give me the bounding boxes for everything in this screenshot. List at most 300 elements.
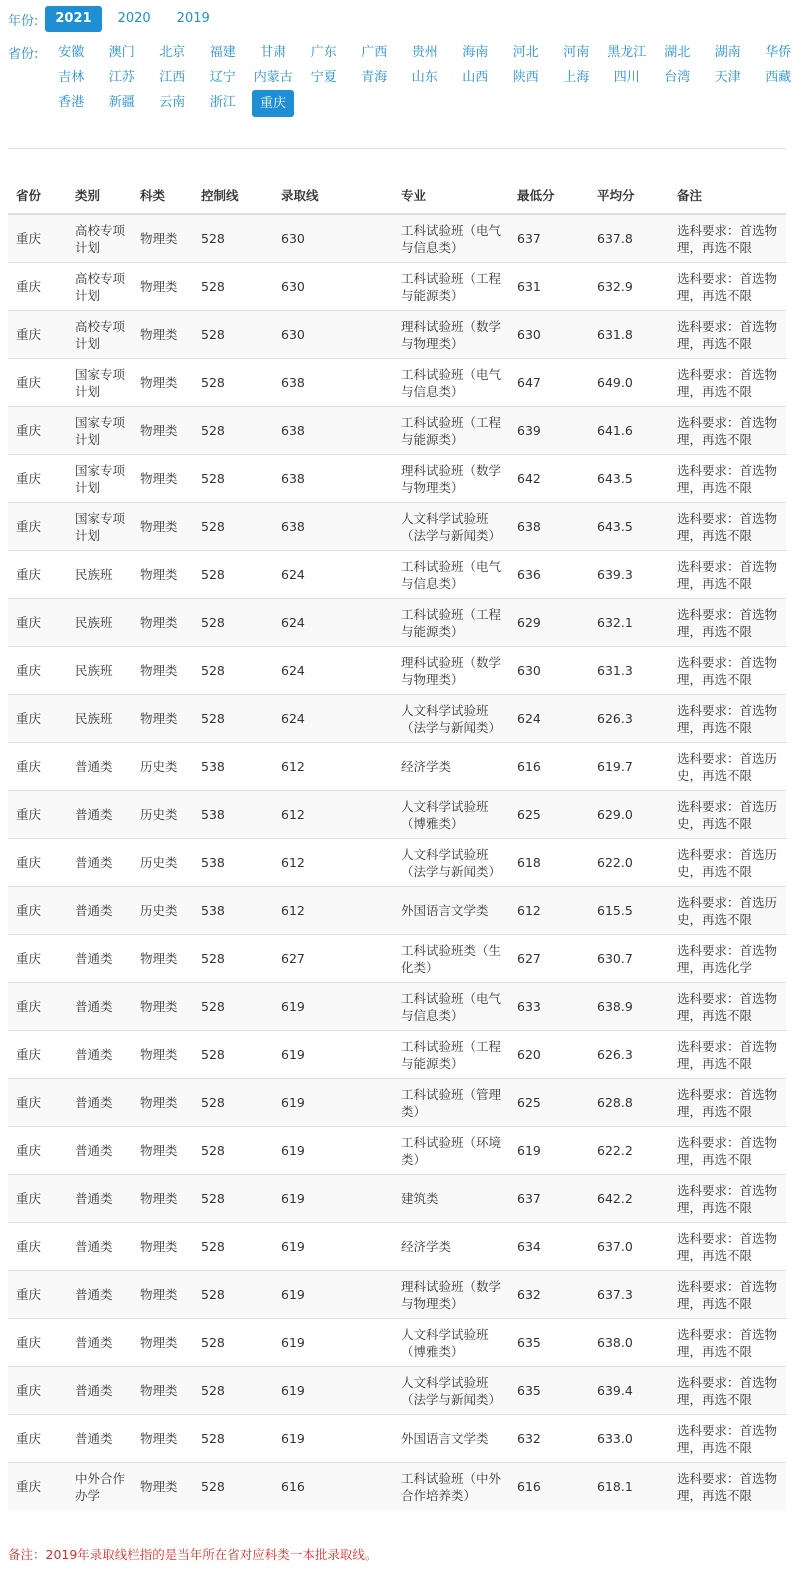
table-cell: 622.2 <box>589 1127 669 1175</box>
table-cell: 物理类 <box>132 359 193 407</box>
table-row <box>8 983 786 1031</box>
table-cell: 重庆 <box>8 1127 67 1175</box>
table-cell: 612 <box>273 743 393 791</box>
table-cell: 629 <box>509 599 589 647</box>
table-cell: 628.8 <box>589 1079 669 1127</box>
table-cell: 选科要求：首选历史，再选不限 <box>669 839 786 887</box>
table-cell: 528 <box>193 983 273 1031</box>
column-header: 最低分 <box>509 176 589 214</box>
table-cell: 630.7 <box>589 935 669 983</box>
table-cell: 人文科学试验班（法学与新闻类） <box>393 695 509 743</box>
table-cell: 普通类 <box>67 1271 132 1319</box>
province-option[interactable]: 北京 <box>159 45 186 60</box>
column-header: 平均分 <box>589 176 669 214</box>
table-cell: 627 <box>509 935 589 983</box>
table-cell: 重庆 <box>8 214 67 263</box>
table-cell: 选科要求：首选物理，再选不限 <box>669 214 786 263</box>
table-cell: 工科试验班（电气与信息类） <box>393 359 509 407</box>
table-cell: 高校专项计划 <box>67 263 132 311</box>
table-cell: 619 <box>273 1415 393 1463</box>
table-cell: 选科要求：首选物理，再选不限 <box>669 1319 786 1367</box>
table-cell: 工科试验班（管理类） <box>393 1079 509 1127</box>
table-cell: 重庆 <box>8 647 67 695</box>
table-cell: 普通类 <box>67 1079 132 1127</box>
table-cell: 选科要求：首选物理，再选不限 <box>669 407 786 455</box>
table-cell: 普通类 <box>67 1223 132 1271</box>
table-cell: 528 <box>193 1319 273 1367</box>
table-cell: 612 <box>273 887 393 935</box>
table-cell: 624 <box>273 551 393 599</box>
table-cell: 工科试验班（电气与信息类） <box>393 983 509 1031</box>
table-cell: 工科试验班（工程与能源类） <box>393 599 509 647</box>
table-row <box>8 1079 786 1127</box>
table-cell: 重庆 <box>8 1031 67 1079</box>
table-cell: 615.5 <box>589 887 669 935</box>
province-option[interactable]: 新疆 <box>108 95 135 110</box>
column-header: 科类 <box>132 176 193 214</box>
table-cell: 重庆 <box>8 1175 67 1223</box>
table-cell: 国家专项计划 <box>67 407 132 455</box>
table-cell: 普通类 <box>67 1127 132 1175</box>
table-cell: 普通类 <box>67 791 132 839</box>
table-cell: 528 <box>193 503 273 551</box>
table-cell: 642 <box>509 455 589 503</box>
table-cell: 民族班 <box>67 695 132 743</box>
table-cell: 647 <box>509 359 589 407</box>
province-option[interactable]: 黑龙江 <box>607 45 647 60</box>
table-cell: 选科要求：首选物理，再选不限 <box>669 1127 786 1175</box>
table-cell: 616 <box>509 1463 589 1511</box>
table-cell: 选科要求：首选物理，再选不限 <box>669 263 786 311</box>
table-cell: 工科试验班（电气与信息类） <box>393 214 509 263</box>
table-row <box>8 1319 786 1367</box>
province-option[interactable]: 甘肃 <box>260 45 287 60</box>
table-cell: 物理类 <box>132 695 193 743</box>
table-cell: 工科试验班（电气与信息类） <box>393 551 509 599</box>
table-cell: 528 <box>193 1175 273 1223</box>
table-cell: 619 <box>273 1175 393 1223</box>
table-cell: 物理类 <box>132 407 193 455</box>
table-cell: 528 <box>193 359 273 407</box>
table-row <box>8 1127 786 1175</box>
table-cell: 528 <box>193 647 273 695</box>
table-row <box>8 455 786 503</box>
table-cell: 国家专项计划 <box>67 359 132 407</box>
table-row <box>8 1175 786 1223</box>
table-cell: 选科要求：首选物理，再选不限 <box>669 1223 786 1271</box>
province-option[interactable]: 重庆 <box>252 90 294 117</box>
table-cell: 工科试验班（工程与能源类） <box>393 407 509 455</box>
table-cell: 重庆 <box>8 263 67 311</box>
table-cell: 工科试验班（工程与能源类） <box>393 263 509 311</box>
table-cell: 选科要求：首选物理，再选不限 <box>669 455 786 503</box>
table-cell: 工科试验班（环境类） <box>393 1127 509 1175</box>
table-row <box>8 263 786 311</box>
table-cell: 经济学类 <box>393 743 509 791</box>
table-cell: 528 <box>193 551 273 599</box>
table-cell: 616 <box>509 743 589 791</box>
table-cell: 633 <box>509 983 589 1031</box>
table-row <box>8 599 786 647</box>
table-cell: 历史类 <box>132 743 193 791</box>
table-cell: 重庆 <box>8 1319 67 1367</box>
table-cell: 人文科学试验班（法学与新闻类） <box>393 839 509 887</box>
province-option[interactable]: 青海 <box>361 70 388 85</box>
year-filter-label: 年份: <box>8 13 39 29</box>
province-option[interactable]: 内蒙古 <box>253 70 293 85</box>
table-cell: 选科要求：首选物理，再选不限 <box>669 1079 786 1127</box>
province-option[interactable]: 广东 <box>310 45 337 60</box>
table-cell: 612 <box>509 887 589 935</box>
table-cell: 649.0 <box>589 359 669 407</box>
province-option[interactable]: 贵州 <box>411 45 438 60</box>
year-filter <box>8 6 226 32</box>
table-cell: 632.9 <box>589 263 669 311</box>
table-cell: 中外合作办学 <box>67 1463 132 1511</box>
table-cell: 物理类 <box>132 455 193 503</box>
table-cell: 624 <box>273 599 393 647</box>
table-cell: 国家专项计划 <box>67 503 132 551</box>
province-option[interactable]: 海南 <box>462 45 489 60</box>
table-cell: 538 <box>193 887 273 935</box>
table-row <box>8 503 786 551</box>
table-cell: 物理类 <box>132 1271 193 1319</box>
table-cell: 物理类 <box>132 263 193 311</box>
table-cell: 632.1 <box>589 599 669 647</box>
table-cell: 物理类 <box>132 214 193 263</box>
table-cell: 619 <box>273 1127 393 1175</box>
table-cell: 528 <box>193 1031 273 1079</box>
table-cell: 622.0 <box>589 839 669 887</box>
table-cell: 528 <box>193 455 273 503</box>
table-cell: 630 <box>273 263 393 311</box>
table-cell: 选科要求：首选物理，再选不限 <box>669 1367 786 1415</box>
province-option[interactable]: 宁夏 <box>310 70 337 85</box>
table-cell: 619 <box>273 1223 393 1271</box>
table-cell: 624 <box>509 695 589 743</box>
table-cell: 选科要求：首选物理，再选不限 <box>669 1175 786 1223</box>
table-cell: 636 <box>509 551 589 599</box>
table-cell: 616 <box>273 1463 393 1511</box>
table-cell: 626.3 <box>589 695 669 743</box>
table-cell: 618.1 <box>589 1463 669 1511</box>
table-cell: 选科要求：首选物理，再选不限 <box>669 1463 786 1511</box>
table-cell: 637 <box>509 214 589 263</box>
table-row <box>8 359 786 407</box>
column-header: 专业 <box>393 176 509 214</box>
table-cell: 630 <box>509 647 589 695</box>
province-option[interactable]: 河北 <box>512 45 539 60</box>
province-option[interactable]: 江西 <box>159 70 186 85</box>
table-cell: 历史类 <box>132 791 193 839</box>
table-cell: 物理类 <box>132 1175 193 1223</box>
table-cell: 538 <box>193 839 273 887</box>
table-cell: 624 <box>273 695 393 743</box>
province-filter <box>46 40 806 117</box>
table-row <box>8 311 786 359</box>
table-cell: 经济学类 <box>393 1223 509 1271</box>
province-option[interactable]: 天津 <box>714 70 741 85</box>
table-cell: 民族班 <box>67 551 132 599</box>
table-cell: 637.0 <box>589 1223 669 1271</box>
table-cell: 普通类 <box>67 1175 132 1223</box>
table-cell: 选科要求：首选物理，再选不限 <box>669 1031 786 1079</box>
table-row <box>8 407 786 455</box>
table-cell: 选科要求：首选物理，再选不限 <box>669 695 786 743</box>
table-cell: 选科要求：首选物理，再选不限 <box>669 311 786 359</box>
table-cell: 普通类 <box>67 983 132 1031</box>
table-cell: 普通类 <box>67 1415 132 1463</box>
province-option[interactable]: 四川 <box>613 70 640 85</box>
table-row <box>8 839 786 887</box>
table-cell: 619 <box>273 1367 393 1415</box>
table-row <box>8 887 786 935</box>
table-row <box>8 551 786 599</box>
table-row <box>8 935 786 983</box>
table-cell: 重庆 <box>8 359 67 407</box>
table-cell: 重庆 <box>8 1223 67 1271</box>
table-cell: 重庆 <box>8 407 67 455</box>
table-cell: 工科试验班（工程与能源类） <box>393 1031 509 1079</box>
table-cell: 629.0 <box>589 791 669 839</box>
table-cell: 637 <box>509 1175 589 1223</box>
table-cell: 641.6 <box>589 407 669 455</box>
table-cell: 638 <box>273 407 393 455</box>
table-cell: 普通类 <box>67 839 132 887</box>
table-cell: 外国语言文学类 <box>393 1415 509 1463</box>
table-cell: 物理类 <box>132 1223 193 1271</box>
table-cell: 选科要求：首选物理，再选不限 <box>669 599 786 647</box>
table-cell: 高校专项计划 <box>67 214 132 263</box>
table-cell: 627 <box>273 935 393 983</box>
province-option[interactable]: 浙江 <box>209 95 236 110</box>
table-row <box>8 214 786 263</box>
table-cell: 历史类 <box>132 887 193 935</box>
table-cell: 重庆 <box>8 1367 67 1415</box>
table-cell: 重庆 <box>8 455 67 503</box>
table-cell: 528 <box>193 1271 273 1319</box>
province-option[interactable]: 云南 <box>159 95 186 110</box>
table-cell: 人文科学试验班（博雅类） <box>393 791 509 839</box>
table-cell: 人文科学试验班（法学与新闻类） <box>393 503 509 551</box>
table-cell: 643.5 <box>589 455 669 503</box>
table-cell: 重庆 <box>8 503 67 551</box>
table-cell: 普通类 <box>67 935 132 983</box>
table-row <box>8 1367 786 1415</box>
table-cell: 638 <box>509 503 589 551</box>
table-cell: 物理类 <box>132 983 193 1031</box>
province-option[interactable]: 西藏 <box>765 70 792 85</box>
table-cell: 选科要求：首选物理，再选不限 <box>669 983 786 1031</box>
year-option-2019[interactable]: 2019 <box>176 11 210 26</box>
table-cell: 选科要求：首选物理，再选不限 <box>669 1271 786 1319</box>
table-cell: 普通类 <box>67 1367 132 1415</box>
table-cell: 人文科学试验班（博雅类） <box>393 1319 509 1367</box>
table-cell: 638 <box>273 455 393 503</box>
table-cell: 620 <box>509 1031 589 1079</box>
table-cell: 643.5 <box>589 503 669 551</box>
table-cell: 重庆 <box>8 695 67 743</box>
table-cell: 理科试验班（数学与物理类） <box>393 1271 509 1319</box>
province-option[interactable]: 湖北 <box>664 45 691 60</box>
table-cell: 637.3 <box>589 1271 669 1319</box>
table-cell: 528 <box>193 1079 273 1127</box>
table-cell: 普通类 <box>67 1319 132 1367</box>
table-cell: 物理类 <box>132 1319 193 1367</box>
province-option[interactable]: 澳门 <box>108 45 135 60</box>
table-cell: 528 <box>193 935 273 983</box>
table-body <box>8 214 786 1510</box>
province-option[interactable]: 河南 <box>563 45 590 60</box>
province-option[interactable]: 广西 <box>361 45 388 60</box>
table-cell: 物理类 <box>132 1415 193 1463</box>
table-cell: 638 <box>273 359 393 407</box>
table-cell: 631.3 <box>589 647 669 695</box>
table-cell: 民族班 <box>67 647 132 695</box>
table-cell: 625 <box>509 791 589 839</box>
year-option-2020[interactable]: 2020 <box>117 11 151 26</box>
table-cell: 635 <box>509 1319 589 1367</box>
province-option[interactable]: 江苏 <box>108 70 135 85</box>
table-cell: 重庆 <box>8 839 67 887</box>
table-cell: 物理类 <box>132 551 193 599</box>
table-cell: 632 <box>509 1415 589 1463</box>
table-row <box>8 791 786 839</box>
province-option[interactable]: 山西 <box>462 70 489 85</box>
table-cell: 选科要求：首选物理，再选不限 <box>669 503 786 551</box>
province-filter-label: 省份: <box>8 47 39 62</box>
column-header: 备注 <box>669 176 786 214</box>
table-cell: 528 <box>193 599 273 647</box>
province-option[interactable]: 安徽 <box>58 45 85 60</box>
table-cell: 理科试验班（数学与物理类） <box>393 311 509 359</box>
table-cell: 工科试验班类（生化类） <box>393 935 509 983</box>
province-option[interactable]: 福建 <box>209 45 236 60</box>
table-cell: 637.8 <box>589 214 669 263</box>
table-cell: 619 <box>273 1079 393 1127</box>
table-cell: 625 <box>509 1079 589 1127</box>
table-cell: 选科要求：首选历史，再选不限 <box>669 743 786 791</box>
table-cell: 选科要求：首选物理，再选不限 <box>669 551 786 599</box>
table-cell: 国家专项计划 <box>67 455 132 503</box>
table-cell: 重庆 <box>8 887 67 935</box>
table-cell: 631.8 <box>589 311 669 359</box>
table-cell: 高校专项计划 <box>67 311 132 359</box>
table-cell: 重庆 <box>8 551 67 599</box>
province-option[interactable]: 华侨 <box>765 45 792 60</box>
table-cell: 632 <box>509 1271 589 1319</box>
province-option[interactable]: 山东 <box>411 70 438 85</box>
table-cell: 639.4 <box>589 1367 669 1415</box>
table-cell: 528 <box>193 1223 273 1271</box>
table-cell: 重庆 <box>8 791 67 839</box>
table-cell: 639.3 <box>589 551 669 599</box>
table-cell: 人文科学试验班（法学与新闻类） <box>393 1367 509 1415</box>
province-option[interactable]: 上海 <box>563 70 590 85</box>
table-cell: 528 <box>193 1415 273 1463</box>
table-cell: 重庆 <box>8 1415 67 1463</box>
table-cell: 外国语言文学类 <box>393 887 509 935</box>
table-cell: 选科要求：首选历史，再选不限 <box>669 887 786 935</box>
table-cell: 528 <box>193 311 273 359</box>
column-header: 类别 <box>67 176 132 214</box>
province-option[interactable]: 台湾 <box>664 70 691 85</box>
table-cell: 642.2 <box>589 1175 669 1223</box>
table-cell: 重庆 <box>8 935 67 983</box>
table-cell: 普通类 <box>67 1031 132 1079</box>
table-cell: 639 <box>509 407 589 455</box>
table-cell: 630 <box>273 214 393 263</box>
table-cell: 618 <box>509 839 589 887</box>
table-cell: 物理类 <box>132 1367 193 1415</box>
table-cell: 528 <box>193 214 273 263</box>
table-cell: 538 <box>193 791 273 839</box>
table-cell: 重庆 <box>8 1079 67 1127</box>
table-row <box>8 647 786 695</box>
table-cell: 重庆 <box>8 1463 67 1511</box>
province-option[interactable]: 陕西 <box>512 70 539 85</box>
table-cell: 638.0 <box>589 1319 669 1367</box>
admission-table <box>8 176 786 1510</box>
table-cell: 528 <box>193 1463 273 1511</box>
table-cell: 重庆 <box>8 983 67 1031</box>
table-cell: 630 <box>509 311 589 359</box>
table-row <box>8 1271 786 1319</box>
table-cell: 历史类 <box>132 839 193 887</box>
province-option[interactable]: 湖南 <box>714 45 741 60</box>
table-cell: 619 <box>273 983 393 1031</box>
table-cell: 528 <box>193 407 273 455</box>
column-header: 控制线 <box>193 176 273 214</box>
table-cell: 重庆 <box>8 743 67 791</box>
divider <box>8 148 786 149</box>
table-cell: 619 <box>273 1031 393 1079</box>
table-cell: 选科要求：首选历史，再选不限 <box>669 791 786 839</box>
province-option[interactable]: 香港 <box>58 95 85 110</box>
table-row <box>8 695 786 743</box>
table-cell: 物理类 <box>132 503 193 551</box>
year-option-2021[interactable]: 2021 <box>45 6 101 32</box>
table-cell: 物理类 <box>132 1127 193 1175</box>
footnote: 备注：2019年录取线栏指的是当年所在省对应科类一本批录取线。 <box>8 1547 378 1562</box>
province-option[interactable]: 吉林 <box>58 70 85 85</box>
table-cell: 538 <box>193 743 273 791</box>
table-cell: 物理类 <box>132 311 193 359</box>
table-cell: 630 <box>273 311 393 359</box>
table-cell: 建筑类 <box>393 1175 509 1223</box>
province-option[interactable]: 辽宁 <box>209 70 236 85</box>
table-cell: 工科试验班（中外合作培养类） <box>393 1463 509 1511</box>
table-cell: 物理类 <box>132 1031 193 1079</box>
column-header: 录取线 <box>273 176 393 214</box>
table-cell: 528 <box>193 695 273 743</box>
table-row <box>8 1031 786 1079</box>
table-cell: 635 <box>509 1367 589 1415</box>
table-cell: 选科要求：首选物理，再选不限 <box>669 359 786 407</box>
table-row <box>8 1463 786 1511</box>
table-cell: 物理类 <box>132 935 193 983</box>
table-cell: 626.3 <box>589 1031 669 1079</box>
table-cell: 选科要求：首选物理，再选化学 <box>669 935 786 983</box>
table-cell: 物理类 <box>132 647 193 695</box>
table-row <box>8 1223 786 1271</box>
table-cell: 619.7 <box>589 743 669 791</box>
table-header-row <box>8 176 786 214</box>
table-cell: 619 <box>509 1127 589 1175</box>
table-row <box>8 743 786 791</box>
table-cell: 重庆 <box>8 599 67 647</box>
table-cell: 638.9 <box>589 983 669 1031</box>
